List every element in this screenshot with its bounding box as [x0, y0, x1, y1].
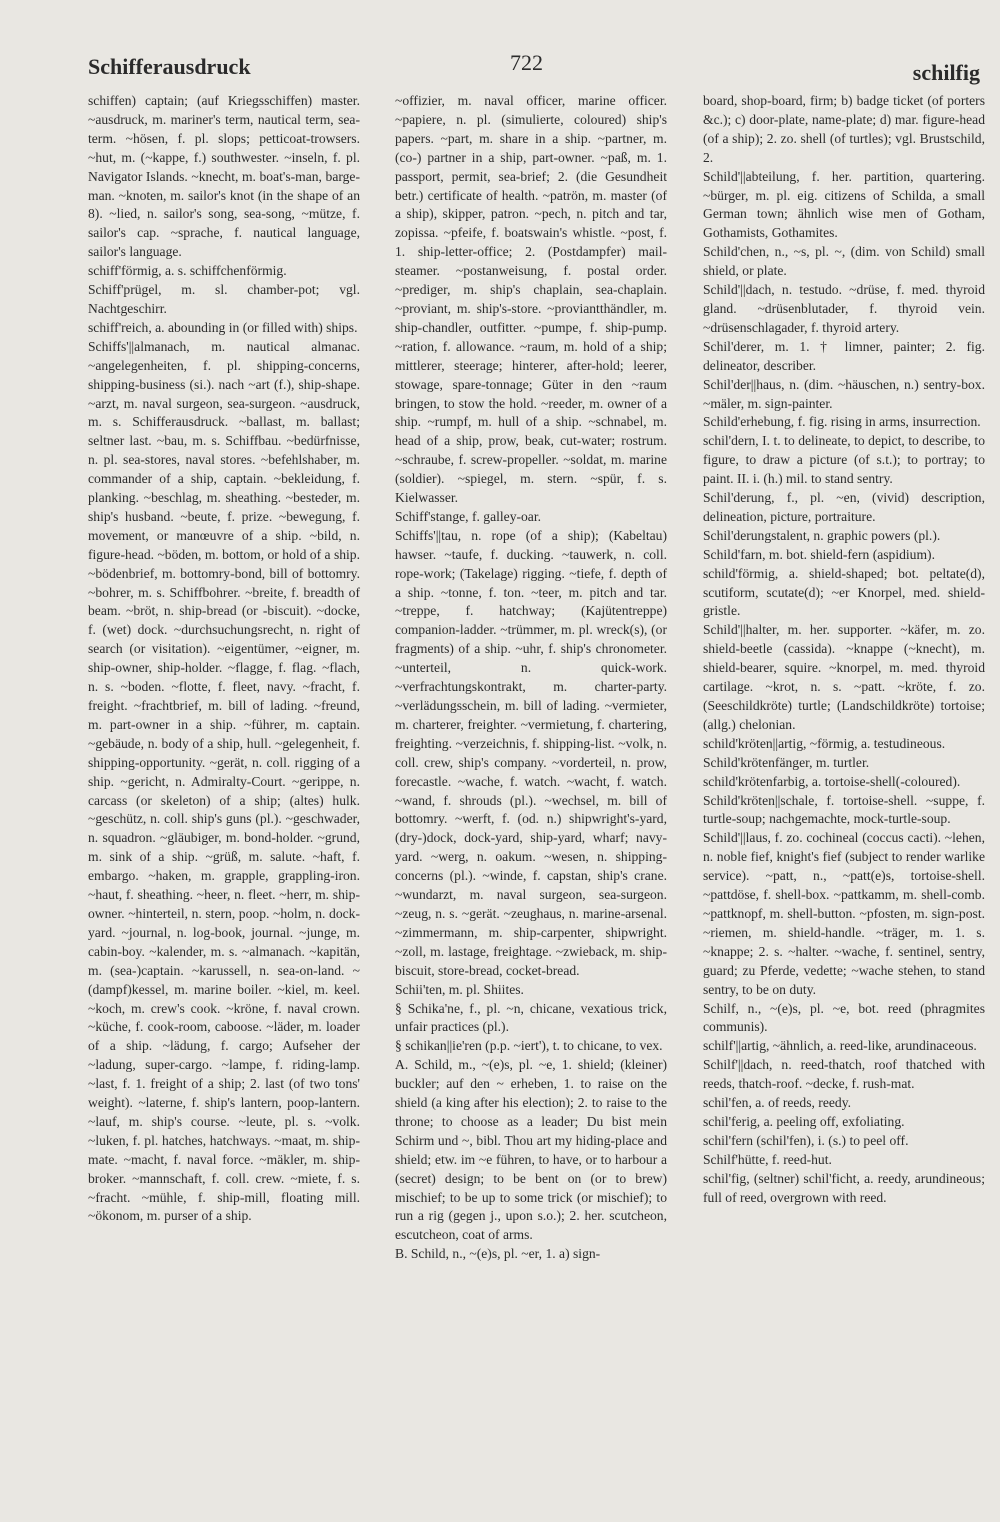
dictionary-entry: Schil'der||haus, n. (dim. ~häuschen, n.) sentry-box. ~mäler, m. sign-painter.	[703, 376, 985, 411]
dictionary-entry: Schild'erhebung, f. fig. rising in arms, insurrection.	[703, 414, 981, 430]
dictionary-entry: Schiffs'||tau, n. rope (of a ship); (Kabeltau) hawser. ~taufe, f. ducking. ~tauwerk, n. coll. rope-work; (Takelage) rigging. ~tiefe, f. depth of a ship. ~tonne, f. ton. ~teer, m. pitch and tar. ~treppe, f. hatchway; (Kajütentreppe) companion-ladder. ~trümmer, m. pl. wreck(s), (or fragments) of a ship. ~uhr, f. ship's chronometer. ~unterteil, n. quick-work. ~verfrachtungskontrakt, m. charter-party. ~verlädungsschein, m. bill of lading. ~vermieter, m. charterer, freighter. ~vermietung, f. chartering, freighting. ~verzeichnis, f. shipping-list. ~volk, n. coll. crew, ship's company. ~vorderteil, n. prow, forecastle. ~wache, f. watch. ~wacht, f. watch. ~wand, f. shrouds (pl.). ~wechsel, m. bill of bottomry. ~werft, f. (od. n.) shipwright's-yard, (dry-)dock, dock-yard, ship-yard, wharf; navy-yard. ~werg, n. oakum. ~wesen, n. shipping-concerns (pl.). ~winde, f. capstan, ship's crane. ~wundarzt, m. naval surgeon, sea-surgeon. ~zeug, n. s. ~gerät. ~zeughaus, n. marine-arsenal. ~zimmermann, m. ship-carpenter, shipwright. ~zoll, m. lastage, freightage. ~zwieback, m. ship-biscuit, store-bread, cocket-bread.	[395, 527, 667, 978]
dictionary-entry: ~offizier, m. naval officer, marine officer. ~papiere, n. pl. (simulierte, coloured) ship's papers. ~part, m. share in a ship. ~partner, m. (co-) partner in a ship, part-owner. ~paß, m. 1. passport, permit, sea-brief; 2. (die Gesundheit betr.) certificate of health. ~patrön, m. master (of a ship), skipper, patron. ~pech, n. pitch and tar, zopissa. ~pfeife, f. boatswain's whistle. ~post, f. 1. ship-letter-office; 2. (Postdampfer) mail-steamer. ~postanweisung, f. postal order. ~prediger, m. ship's chaplain, sea-chaplain. ~proviant, m. ship's-store. ~proviantthändler, m. ship-chandler, outfitter. ~pumpe, f. ship-pump. ~ration, f. allowance. ~raum, m. hold of a ship; mittlerer, steerage; hinterer, after-hold; leerer, stowage, spare-tonnage; Güter in den ~raum bringen, to stow the hold. ~reeder, m. owner of a ship. ~rumpf, m. hull of a ship. ~schnabel, m. head of a ship, prow, beak, cut-water; rostrum. ~schraube, f. screw-propeller. ~soldat, m. marine (soldier). ~spiegel, m. stern. ~spür, f. s. Kielwasser.	[395, 93, 667, 506]
dictionary-entry: § Schika'ne, f., pl. ~n, chicane, vexatious trick, unfair practices (pl.).	[395, 1000, 667, 1035]
column-right	[703, 92, 985, 1207]
dictionary-entry: Schild'kröten||schale, f. tortoise-shell. ~suppe, f. turtle-soup; nachgemachte, mock-turtle-soup.	[703, 792, 985, 827]
column-left	[88, 92, 360, 1226]
dictionary-entry: Schiff'stange, f. galley-oar.	[395, 508, 542, 524]
dictionary-entry: schild'krötenfarbig, a. tortoise-shell(-coloured).	[703, 773, 961, 789]
dictionary-entry: Schild'||dach, n. testudo. ~drüse, f. med. thyroid gland. ~drüsenblutader, f. thyroid vein. ~drüsenschlagader, f. thyroid artery.	[703, 282, 985, 335]
dictionary-entry: Schild'||laus, f. zo. cochineal (coccus cacti). ~lehen, n. noble fief, knight's fief (subject to render warlike service). ~patt, n., ~patt(e)s, tortoise-shell. ~pattdöse, f. shell-box. ~pattkamm, m. shell-comb. ~pattknopf, m. shell-button. ~pfosten, m. sign-post. ~riemen, m. shield-handle. ~träger, m. 1. s. ~knappe; 2. s. ~halter. ~wache, f. sentinel, sentry, guard; zu Pferde, vedette; ~wache stehen, to stand sentry, to be on duty.	[703, 830, 985, 997]
dictionary-entry: schild'förmig, a. shield-shaped; bot. peltate(d), scutiform, scutate(d); ~er Knorpel, med. shield-gristle.	[703, 565, 985, 619]
dictionary-entry: schiff'förmig, a. s. schiffchenförmig.	[88, 263, 287, 279]
dictionary-entry: schilf'||artig, ~ähnlich, a. reed-like, arundinaceous.	[703, 1038, 977, 1054]
dictionary-entry: board, shop-board, firm; b) badge ticket (of porters &c.); c) door-plate, name-plate; d) mar. figure-head (of a ship); 2. zo. shell (of turtles); vgl. Brustschild, 2.	[703, 93, 985, 165]
dictionary-entry: Schild'farn, m. bot. shield-fern (aspidium).	[703, 546, 935, 562]
dictionary-entry: Schil'derungstalent, n. graphic powers (pl.).	[703, 527, 941, 543]
left-running-headword: Schifferausdruck	[88, 54, 251, 79]
dictionary-entry: Schilf, n., ~(e)s, pl. ~e, bot. reed (phragmites communis).	[703, 1000, 985, 1035]
dictionary-entry: Schild'||halter, m. her. supporter. ~käfer, m. zo. shield-beetle (cassida). ~knappe (~knecht), m. shield-bearer, squire. ~knorpel, m. med. thyroid cartilage. ~krot, n. s. ~patt. ~kröte, f. zo. (Seeschildkröte) turtle; (Landschildkröte) tortoise; (allg.) chelonian.	[703, 622, 985, 732]
dictionary-entry: § schikan||ie'ren (p.p. ~iert'), t. to chicane, to vex.	[395, 1038, 663, 1054]
dictionary-entry: Schil'derung, f., pl. ~en, (vivid) description, delineation, picture, portraiture.	[703, 490, 985, 524]
dictionary-entry: B. Schild, n., ~(e)s, pl. ~er, 1. a) sign-	[395, 1246, 601, 1262]
dictionary-entry: Schil'derer, m. 1. † limner, painter; 2. fig. delineator, describer.	[703, 338, 985, 373]
dictionary-entry: schiffen) captain; (auf Kriegsschiffen) master. ~ausdruck, m. mariner's term, nautical term, sea-term. ~hösen, f. pl. slops; petticoat-trowsers. ~hut, m. (~kappe, f.) southwester. ~inseln, f. pl. Navigator Islands. ~knecht, m. boat's-man, barge-man. ~knoten, m. sailor's knot (in the shape of an 8). ~lied, n. sailor's song, sea-song, ~mütze, f. sailor's cap. ~sprache, f. nautical language, sailor's language.	[88, 93, 360, 260]
dictionary-entry: schil'fen, a. of reeds, reedy.	[703, 1095, 852, 1111]
dictionary-entry: schil'fig, (seltner) schil'ficht, a. reedy, arundineous; full of reed, overgrown with reed.	[703, 1170, 985, 1205]
dictionary-entry: Schild'krötenfänger, m. turtler.	[703, 754, 870, 770]
page-header	[0, 40, 1000, 90]
dictionary-entry: Schild'||abteilung, f. her. partition, quartering. ~bürger, m. pl. eig. citizens of Schilda, a small German town; ähnlich wise men of Gotham, Gothamists, Gothamites.	[703, 168, 985, 241]
dictionary-entry: Schilf'||dach, n. reed-thatch, roof thatched with reeds, thatch-roof. ~decke, f. rush-mat.	[703, 1057, 985, 1092]
dictionary-entry: Schilf'hütte, f. reed-hut.	[703, 1151, 832, 1167]
dictionary-entry: Schii'ten, m. pl. Shiites.	[395, 981, 524, 997]
right-running-headword: schilfig	[912, 60, 980, 85]
dictionary-entry: Schiff'prügel, m. sl. chamber-pot; vgl. Nachtgeschirr.	[88, 282, 360, 316]
dictionary-entry: schil'dern, I. t. to delineate, to depict, to describe, to figure, to draw a picture (of s.t.); to portray; to paint. II. i. (h.) mil. to stand sentry.	[703, 433, 985, 487]
dictionary-entry: Schild'chen, n., ~s, pl. ~, (dim. von Schild) small shield, or plate.	[703, 244, 985, 279]
page-number: 722	[510, 50, 543, 75]
dictionary-entry: schil'fern (schil'fen), i. (s.) to peel off.	[703, 1132, 909, 1148]
dictionary-entry: schil'ferig, a. peeling off, exfoliating.	[703, 1113, 905, 1129]
dictionary-entry: Schiffs'||almanach, m. nautical almanac. ~angelegenheiten, f. pl. shipping-concerns, shipping-business (si.). nach ~art (f.), ship-shape. ~arzt, m. naval surgeon, sea-surgeon. ~ausdruck, m. s. Schifferausdruck. ~ballast, m. ballast; seltner last. ~bau, m. s. Schiffbau. ~bedürfnisse, n. pl. sea-stores, naval stores. ~befehlshaber, m. commander of a ship, captain. ~bekleidung, f. planking. ~beschlag, m. sheathing. ~besteder, m. ship's husband. ~beute, f. prize. ~bewegung, f. movement, or manœuvre of a ship. ~bild, n. figure-head. ~böden, m. bottom, or hold of a ship. ~bödenbrief, m. bottomry-bond, bill of bottomry. ~bohrer, m. s. Schiffbohrer. ~breite, f. breadth of beam. ~bröt, n. ship-bread (or -biscuit). ~docke, f. (wet) dock. ~durchsuchungsrecht, n. right of search (or visitation). ~eigentümer, ~eigner, m. ship-owner, ship-holder. ~flagge, f. flag. ~flach, n. s. ~boden. ~flotte, f. fleet, navy. ~fracht, f. freight. ~frachtbrief, m. bill of lading. ~freund, m. part-owner in a ship. ~führer, m. captain. ~gebäude, n. body of a ship, hull. ~gelegenheit, f. shipping-opportunity. ~gerät, n. coll. rigging of a ship. ~gericht, n. Admiralty-Court. ~gerippe, n. carcass (or skeleton) of a ship; (altes) hulk. ~geschütz, n. coll. ship's guns (pl.). ~geschwader, n. squadron. ~gläubiger, m. bond-holder. ~grund, m. sink of a ship. ~grüß, m. salute. ~haft, f. embargo. ~haken, m. grapple, grappling-iron. ~haut, f. sheathing. ~heer, n. fleet. ~herr, m. ship-owner. ~hinterteil, n. stern, poop. ~holm, n. dock-yard. ~journal, n. log-book, journal. ~junge, m. cabin-boy. ~kalender, m. s. ~almanach. ~kapitän, m. (sea-)captain. ~karussell, n. sea-on-land. ~(dampf)kessel, m. marine boiler. ~kiel, m. keel. ~koch, m. crew's cook. ~kröne, f. naval crown. ~küche, f. cook-room, caboose. ~läder, m. loader of a ship. ~lädung, f. cargo; Aufseher der ~ladung, super-cargo. ~lampe, f. riding-lamp. ~last, f. 1. freight of a ship; 2. last (of two tons' weight). ~laterne, f. ship's lantern, poop-lantern. ~lauf, m. ship's course. ~leute, pl. s. ~volk. ~luken, f. pl. hatches, hatchways. ~maat, m. ship-mate. ~macht, f. naval force. ~mäkler, m. ship-broker. ~mannschaft, f. coll. crew. ~miete, f. s. ~fracht. ~mühle, f. ship-mill, floating mill. ~ökonom, m. purser of a ship.	[88, 338, 361, 1224]
column-middle	[395, 92, 667, 1264]
dictionary-entry: A. Schild, m., ~(e)s, pl. ~e, 1. shield; (kleiner) buckler; auf den ~ erheben, 1. to raise on the shield (a king after his election); 2. to raise to the throne; to choose as a leader; Du bist mein Schirm und ~, bibl. Thou art my hiding-place and shield; etw. im ~e führen, to have, or to harbour a (secret) design; to be bent on (or to brew) mischief; to be up to some trick (or mischief); to run a rig (gegen j., upon s.o.); 2. her. scutcheon, escutcheon, coat of arms.	[395, 1057, 667, 1243]
dictionary-entry: schiff'reich, a. abounding in (or filled with) ships.	[88, 319, 358, 335]
dictionary-entry: schild'kröten||artig, ~förmig, a. testudineous.	[703, 735, 946, 751]
